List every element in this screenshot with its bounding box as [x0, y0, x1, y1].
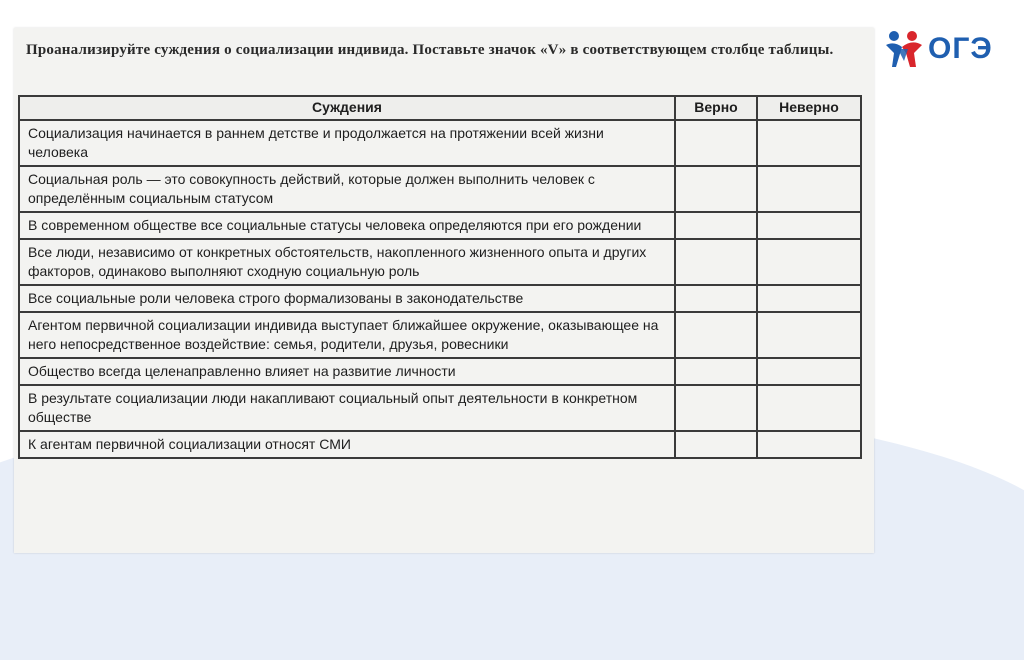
statement-text: Социальная роль — это совокупность действий, которые должен выполнить человек с определённым социальным статусом — [19, 166, 675, 212]
false-cell[interactable] — [757, 239, 861, 285]
false-cell[interactable] — [757, 312, 861, 358]
statements-table — [18, 95, 862, 459]
table-row — [19, 358, 861, 385]
table-header-row — [19, 96, 861, 120]
header-true: Верно — [675, 96, 757, 120]
false-cell[interactable] — [757, 285, 861, 312]
statement-text: Социализация начинается в раннем детстве и продолжается на протяжении всей жизни человека — [19, 120, 675, 166]
false-cell[interactable] — [757, 166, 861, 212]
table-row — [19, 212, 861, 239]
table-row — [19, 385, 861, 431]
statement-text: Все люди, независимо от конкретных обстоятельств, накопленного жизненного опыта и других факторов, одинаково выполняют сходную социальную роль — [19, 239, 675, 285]
statement-text: Все социальные роли человека строго формализованы в законодательстве — [19, 285, 675, 312]
oge-logo — [882, 26, 1002, 72]
table-row — [19, 431, 861, 458]
header-false: Неверно — [757, 96, 861, 120]
true-cell[interactable] — [675, 312, 757, 358]
task-instruction: Проанализируйте суждения о социализации индивида. Поставьте значок «V» в соответствующем столбце таблицы. — [26, 42, 834, 58]
table-row — [19, 285, 861, 312]
statement-text: К агентам первичной социализации относят СМИ — [19, 431, 675, 458]
false-cell[interactable] — [757, 358, 861, 385]
false-cell[interactable] — [757, 431, 861, 458]
false-cell[interactable] — [757, 120, 861, 166]
oge-people-icon — [882, 27, 926, 71]
statement-text: Агентом первичной социализации индивида выступает ближайшее окружение, оказывающее на него непосредственное воздействие: семья, родители, друзья, ровесники — [19, 312, 675, 358]
table-row — [19, 239, 861, 285]
false-cell[interactable] — [757, 212, 861, 239]
false-cell[interactable] — [757, 385, 861, 431]
true-cell[interactable] — [675, 358, 757, 385]
true-cell[interactable] — [675, 285, 757, 312]
header-statements: Суждения — [19, 96, 675, 120]
true-cell[interactable] — [675, 239, 757, 285]
true-cell[interactable] — [675, 166, 757, 212]
table-row — [19, 120, 861, 166]
true-cell[interactable] — [675, 212, 757, 239]
statement-text: Общество всегда целенаправленно влияет на развитие личности — [19, 358, 675, 385]
statement-text: В современном обществе все социальные статусы человека определяются при его рождении — [19, 212, 675, 239]
true-cell[interactable] — [675, 431, 757, 458]
oge-logo-text: ОГЭ — [928, 32, 993, 65]
statement-text: В результате социализации люди накапливают социальный опыт деятельности в конкретном обществе — [19, 385, 675, 431]
true-cell[interactable] — [675, 385, 757, 431]
true-cell[interactable] — [675, 120, 757, 166]
table-row — [19, 312, 861, 358]
table-row — [19, 166, 861, 212]
